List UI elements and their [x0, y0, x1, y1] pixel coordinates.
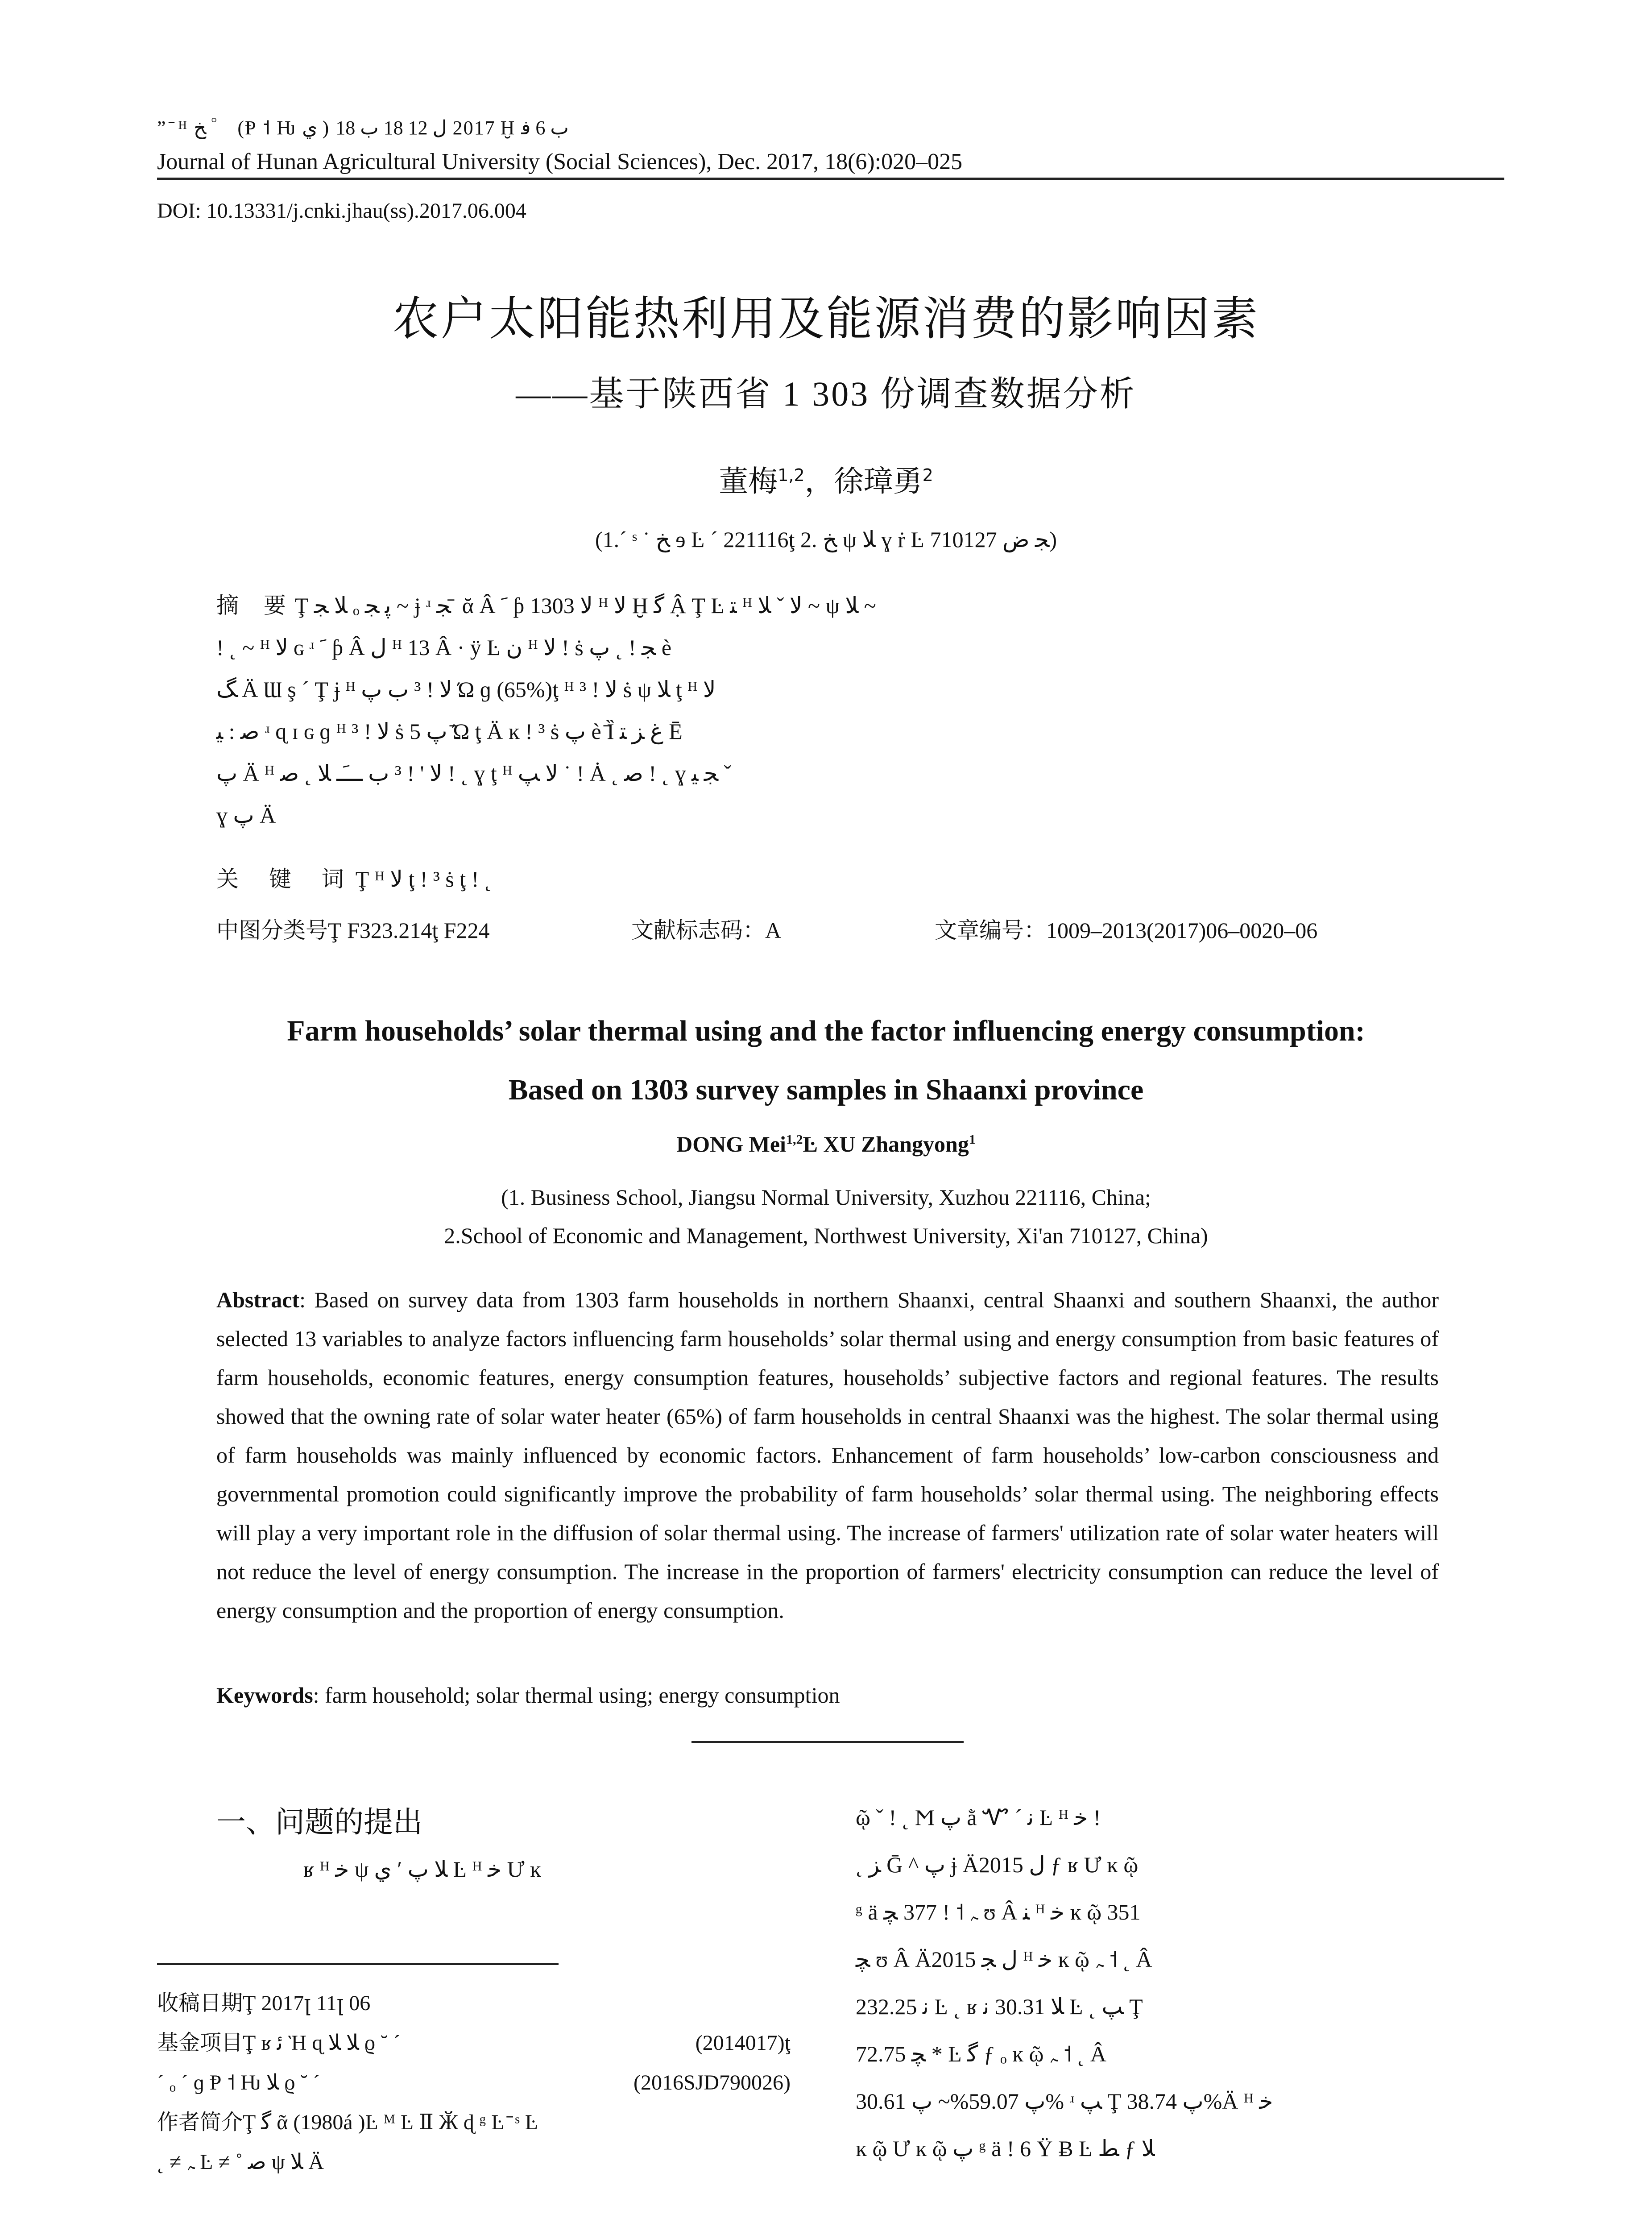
- abstract-cn-line: ﺻ : ﻴ ʴ ɋ ɪ ɢ ɡ ᴴ ﻻ ! ³ ṡ ﭖ 5 ̄Ώ ţ Ä ĸ ! ³ ṡ ﭖ è ̄Ȉ ﻍ ﺰ ﺘ Ē: [216, 719, 683, 744]
- body-line: 72.75 ﭽ * Ŀ ﮔ ƒ ₒ ĸ ῷ ﮧ ˦ ˛ Â: [856, 2041, 1107, 2066]
- section-heading: 一、问题的提出: [216, 1805, 422, 1839]
- affiliation-en: (1. Business School, Jiangsu Normal University, Xuzhou 221116, China; 2.School of Economic and Management, Northwest University, Xi'an 710127, China): [444, 1185, 1208, 1248]
- paper-subtitle-cn: ——基于陕西省 1 303 份调查数据分析: [516, 374, 1136, 413]
- paper-title-en: Farm households’ solar thermal using and the factor influencing energy consumption: Based on 1303 survey samples in Shaanxi province: [287, 1015, 1365, 1106]
- paper-title-cn: 农户太阳能热利用及能源消费的影响因素: [392, 291, 1260, 346]
- doi: DOI: 10.13331/j.cnki.jhau(ss).2017.06.004: [157, 199, 526, 223]
- body-line: ˛ ﺰ Ḡ ^ ﭖ ɉ Ä2015 ﻝ ƒ ʁ Ư ĸ ῷ: [856, 1852, 1139, 1877]
- author-name: 徐璋勇: [834, 464, 923, 498]
- abstract-cn-line: ɣ ﭖ Ä: [216, 803, 276, 828]
- keywords-en-text: : farm household; solar thermal using; energy consumption: [313, 1683, 840, 1708]
- abstract-en: [216, 1281, 1439, 1630]
- body-text-right: [856, 1794, 1503, 2172]
- author-affil-sup: 2: [922, 465, 933, 485]
- classification-cn: [216, 912, 1318, 945]
- footnotes: [157, 1983, 791, 2182]
- affiliation-cn: (1.ˊ ˢ ˙ ﺦ ɘ Ŀ ˊ 221116ţ 2. ﺦ ψ ﻼ ɣ ṙ Ŀ ﺠ ﺽ 710127): [595, 527, 1057, 552]
- body-text-left: ʁ ᴴ ﺧ ψ ﻼ ﭖ ʹ ﻱ Ŀ ᴴ ﺧ Ư ĸ: [303, 1857, 541, 1882]
- footnote-rule: [157, 1963, 559, 1965]
- author-affil-sup: 1: [969, 1132, 976, 1147]
- body-line: ﭽ ʊ Â Ä2015 ﻝ ﺠ ᴴ ﺧ ĸ ῷ ﮧ ˦ ˛ Â: [856, 1947, 1152, 1972]
- author-name: 董梅: [719, 464, 778, 498]
- abstract-cn-label: 摘 要: [216, 593, 295, 618]
- abstract-cn-line: ﮓ Ä Ɯ ş ˊ Ţ ɉ ᴴ ﻻ ! ³ ﺏ ﭖ Ώ ɡ (65%)ţ ᴴ ﻻ ! ³ ṡ ψ ﻼ ţ ᴴ ﻻ: [216, 677, 716, 702]
- footnote-author: 作者简介Ţ ﮔ ᾶ (1980á )Ŀ ᴹ Ŀ Ⅱ Ӂ ɖ ᵍ Ŀ ̄ ˢ Ŀ: [157, 2110, 538, 2135]
- author-name: DONG Mei: [676, 1132, 786, 1157]
- author-separator: Ŀ: [803, 1132, 824, 1157]
- abstract-en-label: Abstract: [216, 1287, 300, 1312]
- doc-code: 文献标志码：A: [631, 917, 782, 943]
- keywords-en-label: Keywords: [216, 1683, 313, 1708]
- body-line: ῷ ˇ ! ˛ Ϻ ﭖ ằ Ꮙ ˊ ﻧ Ŀ ᴴ ﺧ !: [856, 1805, 1101, 1830]
- body-line: 232.25 ﻧ Ŀ ˛ ʁ ﻼ 30.31 ﻧ Ŀ ˛ ﭗ Ţ: [856, 1994, 1143, 2019]
- abstract-cn: [216, 585, 1439, 836]
- journal-header-cn: ” ̄ ᴴ ﺦ ゜ (Ᵽ ˦ Ƕ ﻱ ) 2017 ﻝ 12 18 ﺏ 18 Ḫ ﺏ 6 ﻓ: [157, 117, 569, 139]
- body-line: ﭖ 59.07%~ ﭖ 30.61% ʴ ﭗ Ţ ﭖ 38.74%Ä ᴴ ﺧ: [856, 2089, 1273, 2114]
- keywords-cn-label: 关 键 词: [216, 866, 356, 892]
- footnote-author-cont: ˛ ≠ ﮧ Ŀ ≠ ˚ ﺻ ψ ﻼ Ä: [157, 2150, 324, 2174]
- abstract-cn-line: ﭖ Ä ᴴ ﻻ ' ! ³ ﺏ ـــَـ ﻼ ˛ ﺻ ! ˛ ɣ ţ ᴴ ﻻ ﭗ ˙ ! Ȧ ˛ ﺻ ! ˛ ɣ ﺠ ﻴ ˇ: [216, 761, 732, 786]
- author-name: XU Zhangyong: [823, 1132, 969, 1157]
- authors-cn: [0, 457, 1652, 500]
- footnote-received: 收稿日期Ţ 2017ꞁ 11ꞁ 06: [157, 1990, 371, 2015]
- clc-value: Ţ F323.214ţ F224: [328, 918, 490, 943]
- abstract-en-text: : Based on survey data from 1303 farm households in northern Shaanxi, central Shaanxi and southern Shaanxi, the author selected 13 variables to analyze factors influencing farm households’ solar thermal using and energy consumption from basic features of farm households, economic features, energy consumption features, households’ subjective factors and regional features. The results showed that the owning rate of solar water heater (65%) of farm households in central Shaanxi was the highest. The solar thermal using of farm households was mainly influenced by economic factors. Enhancement of farm households’ low-carbon consciousness and governmental promotion could significantly improve the probability of farm households’ solar thermal using. The neighboring effects will play a very important role in the diffusion of solar thermal using. The increase of farmers' utilization rate of solar water heaters will not reduce the level of energy consumption. The increase in the proportion of farmers' electricity consumption can reduce the level of energy consumption and the proportion of energy consumption.: [216, 1287, 1439, 1623]
- clc-label: 中图分类号: [216, 917, 328, 943]
- author-affil-sup: 1,2: [786, 1132, 803, 1147]
- authors-en: [0, 1131, 1652, 1157]
- article-number: 文章编号：1009–2013(2017)06–0020–06: [935, 917, 1318, 943]
- keywords-cn: [216, 861, 492, 893]
- header-rule: [157, 178, 1504, 180]
- author-affil-sup: 1,2: [778, 465, 805, 485]
- section-separator: [691, 1741, 964, 1743]
- author-separator: ，: [804, 464, 834, 498]
- keywords-en: [216, 1682, 840, 1708]
- journal-header-en: Journal of Hunan Agricultural University (Social Sciences), Dec. 2017, 18(6):020–025: [157, 149, 963, 174]
- body-line: ᵍ ä ﮧ ˦ ! 377 ﭽ ʊ Â ﻨ ᴴ ﺧ ĸ ῷ 351: [856, 1899, 1141, 1924]
- abstract-cn-line: 摘 要Ţ ﻼ ﺠ ₒ ﭘ ﺠ ~ ɉ ʴ ﺠ ̄ ᾰ Â ﹶ ƥ 1303 ﻻ ᴴ ﻻ Ḫ ﮔ Ậ Ţ Ŀ ﺘ ᴴ ﻻ ˇ ﻼ ~ ψ ﻼ ~: [216, 593, 876, 618]
- footnote-fund: 基金项目Ţ ʁ ﺋ Ὴ ɋ ﻼ ﻼ ϱ ˘ ˊ (2014017)ţ: [157, 2030, 791, 2055]
- keywords-cn-text: Ţ ᴴ ﻻ ţ ! ³ ṡ ţ ! ˛: [355, 867, 492, 892]
- footnote-fund-cont: ˊ ₒ ˊ ɡ Ᵽ ˦ Ƕ ﻼ ϱ ˘ ˊ (2016SJD790026): [157, 2071, 791, 2094]
- abstract-cn-line: ! ˛ ~ ᴴ ﻻ ɢ ʴ ﹶ ƥ Â ﻝ ᴴ 13 Â · ÿ Ŀ ﻥ ᴴ ﻻ ! ṡ ﺠ ! ˛ ﭖ è: [216, 635, 672, 660]
- body-line: ĸ ῷ Ư ĸ ῷ ﭖ ᵍ ä ! 6 Ÿ Ƀ Ŀ ﻂ ƒ ﻼ: [856, 2136, 1155, 2161]
